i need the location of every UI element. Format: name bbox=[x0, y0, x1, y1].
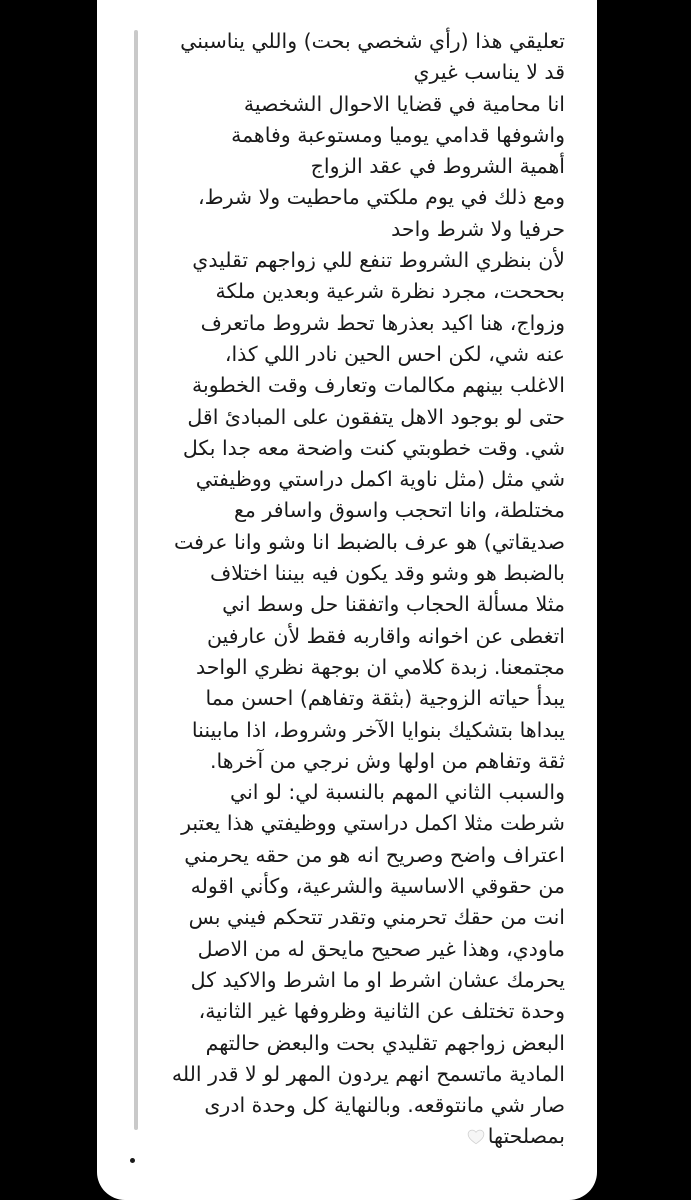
message-line: المادية ماتسمح انهم يردون المهر لو لا قدر الله bbox=[171, 1061, 565, 1086]
message-card bbox=[97, 0, 597, 1200]
message-line: والسبب الثاني المهم بالنسبة لي: لو اني bbox=[229, 780, 565, 805]
message-line: عنه شي، لكن احس الحين نادر اللي كذا، bbox=[224, 341, 565, 366]
message-line: انت من حقك تحرمني وتقدر تتحكم فيني بس bbox=[188, 905, 565, 930]
white-heart-icon bbox=[467, 1128, 485, 1146]
quote-bar bbox=[134, 30, 138, 1130]
message-line: وحدة تختلف عن الثانية وظروفها غير الثانية، bbox=[198, 999, 565, 1024]
message-line: شرطت مثلا اكمل دراستي ووظيفتي هذا يعتبر bbox=[181, 811, 565, 836]
message-line: صديقاتي) هو عرف بالضبط انا وشو وانا عرفت bbox=[173, 529, 565, 554]
message-line: من حقوقي الاساسية والشرعية، وكأني اقوله bbox=[190, 874, 565, 899]
message-line: يحرمك عشان اشرط او ما اشرط والاكيد كل bbox=[190, 967, 565, 992]
message-line: واشوفها قدامي يوميا ومستوعبة وفاهمة bbox=[231, 122, 565, 147]
message-line: حرفيا ولا شرط واحد bbox=[391, 216, 565, 241]
quoted-message bbox=[145, 26, 565, 1153]
message-last-line bbox=[145, 1121, 565, 1152]
message-line: مختلطة، وانا اتحجب واسوق واسافر مع bbox=[233, 498, 565, 523]
message-line: بمصلحتها bbox=[487, 1124, 565, 1149]
message-line: يبداها بتشكيك بنوايا الآخر وشروط، اذا مابيننا bbox=[191, 717, 565, 742]
message-line: تعليقي هذا (رأي شخصي بحت) واللي يناسبني bbox=[180, 29, 565, 53]
message-line: شي مثل (مثل ناوية اكمل دراستي ووظيفتي bbox=[195, 467, 565, 492]
dot-marker bbox=[130, 1158, 135, 1163]
message-line: بالضبط هو وشو وقد يكون فيه بيننا اختلاف bbox=[210, 561, 565, 586]
message-line: لأن بنظري الشروط تنفع للي زواجهم تقليدي bbox=[192, 248, 565, 273]
message-line: ماودي، وهذا غير صحيح مايحق له من الاصل bbox=[197, 936, 565, 961]
message-line: يبدأ حياته الزوجية (بثقة وتفاهم) احسن مما bbox=[205, 686, 565, 711]
message-line: مجتمعنا. زبدة كلامي ان بوجهة نظري الواحد bbox=[195, 654, 565, 679]
message-line: ومع ذلك في يوم ملكتي ماحطيت ولا شرط، bbox=[198, 185, 565, 210]
message-line: اتغطى عن اخوانه واقاربه فقط لأن عارفين bbox=[206, 623, 565, 648]
message-line: بحححت، مجرد نظرة شرعية وبعدين ملكة bbox=[215, 279, 565, 304]
message-line: مثلا مسألة الحجاب واتفقنا حل وسط اني bbox=[222, 592, 565, 617]
message-line: وزواج، هنا اكيد بعذرها تحط شروط ماتعرف bbox=[200, 310, 565, 335]
message-line: أهمية الشروط في عقد الزواج bbox=[310, 154, 565, 179]
message-line: حتى لو بوجود الاهل يتفقون على المبادئ اقل bbox=[187, 404, 565, 429]
message-line: انا محامية في قضايا الاحوال الشخصية bbox=[243, 91, 565, 116]
message-line: الاغلب بينهم مكالمات وتعارف وقت الخطوبة bbox=[192, 373, 565, 398]
message-line: شي. وقت خطوبتي كنت واضحة معه جدا بكل bbox=[182, 435, 565, 460]
message-line: صار شي مانتوقعه. وبالنهاية كل وحدة ادرى bbox=[204, 1093, 565, 1118]
message-line: ثقة وتفاهم من اولها وش نرجي من آخرها. bbox=[209, 748, 565, 773]
message-line: قد لا يناسب غيري bbox=[413, 60, 565, 85]
message-line: اعتراف واضح وصريح انه هو من حقه يحرمني bbox=[184, 842, 565, 867]
message-line: البعض زواجهم تقليدي بحت والبعض حالتهم bbox=[205, 1030, 565, 1055]
